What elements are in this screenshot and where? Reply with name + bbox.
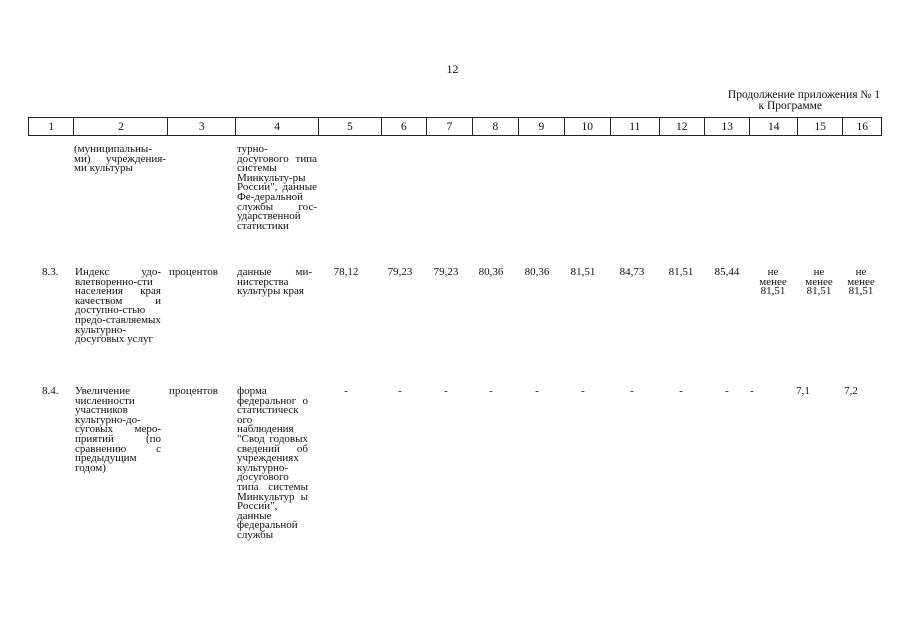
row-8-3-col16-line: менее <box>847 275 875 288</box>
column-header-4: 4 <box>236 118 319 136</box>
row-8-4-col6: - <box>398 385 402 397</box>
row-8-4-col13: - <box>725 385 729 397</box>
continuation-line-2: к Программе <box>758 100 822 112</box>
continuation-heading <box>690 90 880 112</box>
row-8-3-col14 <box>752 268 794 297</box>
page-number: 12 <box>446 62 459 76</box>
row-8-3-col6: 79,23 <box>387 266 413 278</box>
row-8-4-source: форма федеральног о статистическ ого наблюдения "Свод годовых сведений об учреждениях культурно-досугового типа системы Минкультур ы России", данные федеральной службы <box>237 385 308 541</box>
continuation-line-1: Продолжение приложения № 1 <box>727 89 880 101</box>
column-header-11: 11 <box>611 118 660 136</box>
column-header-9: 9 <box>519 118 564 136</box>
row-8-4-col15: 7,1 <box>796 385 810 397</box>
row-8-3-col9: 80,36 <box>524 266 550 278</box>
row-8-3-unit: процентов <box>169 266 218 278</box>
row-8-3-indicator: Индекс удо-влетворенно-сти населения края качеством и доступно-стью предо-ставляемых культурно-досуговых услуг <box>75 266 161 346</box>
row-8-3-col7: 79,23 <box>433 266 459 278</box>
row-8-3-col5: 78,12 <box>333 266 359 278</box>
row-8-3-col16-line: 81,51 <box>848 285 874 298</box>
row-8-3-col11: 84,73 <box>619 266 645 278</box>
row-8-3-col15-line: 81,51 <box>806 285 832 298</box>
row-8-4-col11: - <box>630 385 634 397</box>
row-8-3-source: данные ми-нистерства культуры края <box>237 266 312 298</box>
row-8-3-col10: 81,51 <box>570 266 596 278</box>
column-header-14: 14 <box>750 118 798 136</box>
row-8-3-col16 <box>840 268 882 297</box>
row-8-4-col8: - <box>489 385 493 397</box>
row-8-4-unit: процентов <box>169 385 218 397</box>
row-8-3-number: 8.3. <box>42 266 59 278</box>
column-number-row <box>29 118 882 136</box>
row-8-3-col15 <box>798 268 840 297</box>
row-8-3-col13: 85,44 <box>714 266 740 278</box>
column-header-13: 13 <box>705 118 750 136</box>
column-header-15: 15 <box>797 118 842 136</box>
row-8-3-col8: 80,36 <box>478 266 504 278</box>
row-8-4-col5: - <box>344 385 348 397</box>
row-8-4-col16: 7,2 <box>844 385 858 397</box>
cont-indicator-text: (муниципальны-ми) учреждения-ми культуры <box>74 143 166 175</box>
column-header-12: 12 <box>659 118 704 136</box>
row-8-3-col14-line: не <box>767 266 779 278</box>
row-8-4-col9: - <box>535 385 539 397</box>
column-header-2: 2 <box>74 118 168 136</box>
row-8-4-number: 8.4. <box>42 385 59 397</box>
row-8-4-col7: - <box>444 385 448 397</box>
column-header-3: 3 <box>168 118 236 136</box>
row-8-3-col12: 81,51 <box>668 266 694 278</box>
row-8-4-col14: - <box>750 385 754 397</box>
column-header-1: 1 <box>29 118 74 136</box>
column-header-6: 6 <box>381 118 426 136</box>
column-header-7: 7 <box>427 118 472 136</box>
column-header-5: 5 <box>319 118 382 136</box>
row-8-4-col12: - <box>679 385 683 397</box>
cont-source-text: турно-досугового типа системы Минкульту-ры России", данные Фе-деральной службы гос-ударственной статистики <box>237 143 317 232</box>
column-header-16: 16 <box>843 118 882 136</box>
row-8-3-col15-line: не <box>813 266 825 278</box>
row-8-3-col16-line: не <box>855 266 867 278</box>
row-8-4-indicator: Увеличение численности участников культурно-до-суговых меро-приятий (по сравнению с предыдущим годом) <box>75 385 161 474</box>
column-number-header <box>28 117 882 136</box>
row-8-4-col10: - <box>581 385 585 397</box>
row-8-3-col14-line: менее <box>759 275 787 288</box>
row-8-3-col15-line: менее <box>805 275 833 288</box>
row-8-3-col14-line: 81,51 <box>760 285 786 298</box>
column-header-10: 10 <box>564 118 610 136</box>
column-header-8: 8 <box>472 118 518 136</box>
